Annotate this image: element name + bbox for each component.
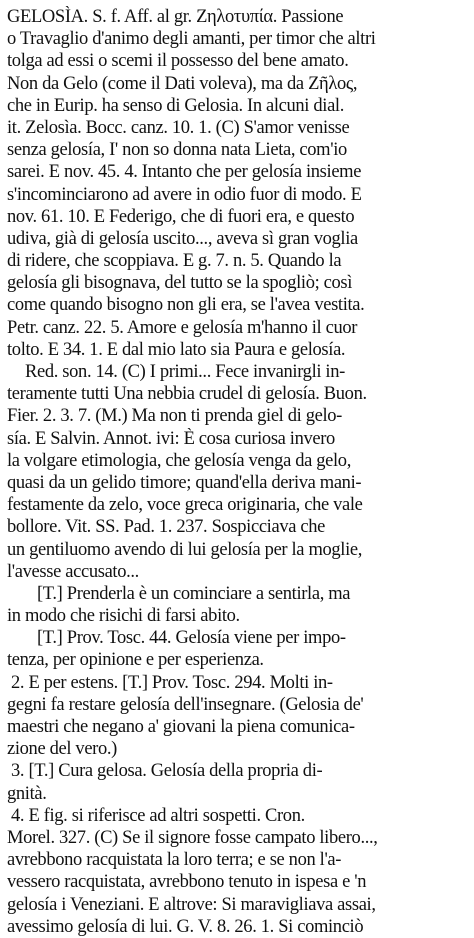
entry-line-sense-3: 3. [T.] Cura gelosa. Gelosía della propria di- (11, 761, 323, 782)
entry-line: festamente da zelo, voce greca originaria, che vale (7, 495, 363, 516)
entry-line: bollore. Vit. SS. Pad. 1. 237. Sospicciava che (7, 517, 325, 538)
entry-line: tolto. E 34. 1. E dal mio lato sia Paura e gelosía. (7, 339, 346, 360)
entry-line: sía. E Salvin. Annot. ivi: È cosa curiosa invero (7, 428, 335, 449)
entry-line: Non da Gelo (come il Dati voleva), ma da Ζῆλος, (7, 73, 358, 94)
entry-line: Petr. canz. 22. 5. Amore e gelosía m'hanno il cuor (7, 317, 358, 338)
entry-line: quasi da un gelido timore; quand'ella deriva mani- (7, 472, 362, 493)
entry-line: tolga ad essi o scemi il possesso del bene amato. (7, 51, 349, 72)
entry-line-sense-4: 4. E fig. si riferisce ad altri sospetti. Cron. (11, 805, 305, 826)
entry-line: gelosía i Veneziani. E altrove: Si maravigliava assai, (7, 894, 376, 915)
entry-line: o Travaglio d'animo degli amanti, per timor che altri (7, 29, 376, 50)
entry-line-sense-2: 2. E per estens. [T.] Prov. Tosc. 294. Molti in- (11, 672, 333, 693)
entry-line: sarei. E nov. 45. 4. Intanto che per gelosía insieme (7, 162, 362, 183)
entry-line: s'incominciarono ad avere in odio fuor di modo. E (7, 184, 362, 205)
entry-line: gnità. (7, 783, 47, 804)
entry-line: in modo che risichi di farsi abito. (7, 606, 240, 627)
entry-line: l'avesse accusato... (7, 561, 139, 582)
entry-line: che in Eurip. ha senso di Gelosia. In alcuni dial. (7, 95, 344, 116)
entry-line: Morel. 327. (C) Se il signore fosse campato libero..., (7, 827, 378, 848)
entry-line: un gentiluomo avendo di lui gelosía per la moglie, (7, 539, 362, 560)
entry-line: Fier. 2. 3. 7. (M.) Ma non ti prenda giel di gelo- (7, 406, 342, 427)
entry-line-headword: GELOSÌA. S. f. Aff. al gr. Ζηλοτυπία. Passione (7, 7, 344, 27)
entry-line: gegni fa restare gelosía dell'insegnare. (Gelosia de' (7, 694, 364, 715)
entry-line-paragraph-start: [T.] Prov. Tosc. 44. Gelosía viene per impo- (37, 628, 346, 649)
entry-line: teramente tutti Una nebbia crudel di gelosía. Buon. (7, 384, 367, 405)
entry-line: it. Zelosìa. Bocc. canz. 10. 1. (C) S'amor venisse (7, 117, 350, 138)
entry-line: nov. 61. 10. E Federigo, che di fuori era, e questo (7, 206, 355, 227)
entry-line: gelosía gli bisognava, del tutto se la spogliò; così (7, 273, 353, 294)
entry-line: come quando bisogno non gli era, se l'avea vestita. (7, 295, 365, 316)
entry-line: zione del vero.) (7, 739, 117, 760)
entry-line: avrebbono racquistata la loro terra; e se non l'a- (7, 850, 342, 871)
entry-line: la volgare etimologia, che gelosía venga da gelo, (7, 450, 351, 471)
entry-line: avessimo gelosía di lui. G. V. 8. 26. 1. Si cominciò (7, 916, 364, 937)
entry-line: maestri che negano a' giovani la piena comunica- (7, 717, 355, 737)
entry-line: vessero racquistata, avrebbono tenuto in ispesa e 'n (7, 872, 367, 893)
entry-line-paragraph-start: [T.] Prenderla è un cominciare a sentirla, ma (37, 583, 351, 604)
entry-line: tenza, per opinione e per esperienza. (7, 650, 264, 671)
entry-line-paragraph-start: Red. son. 14. (C) I primi... Fece invanirgli in- (25, 362, 345, 382)
entry-line: udiva, già di gelosía uscito..., aveva sì gran voglia (7, 228, 358, 249)
entry-line: senza gelosía, I' non so donna nata Lieta, com'io (7, 140, 347, 161)
entry-line: di ridere, che scoppiava. E g. 7. n. 5. Quando la (7, 251, 342, 272)
